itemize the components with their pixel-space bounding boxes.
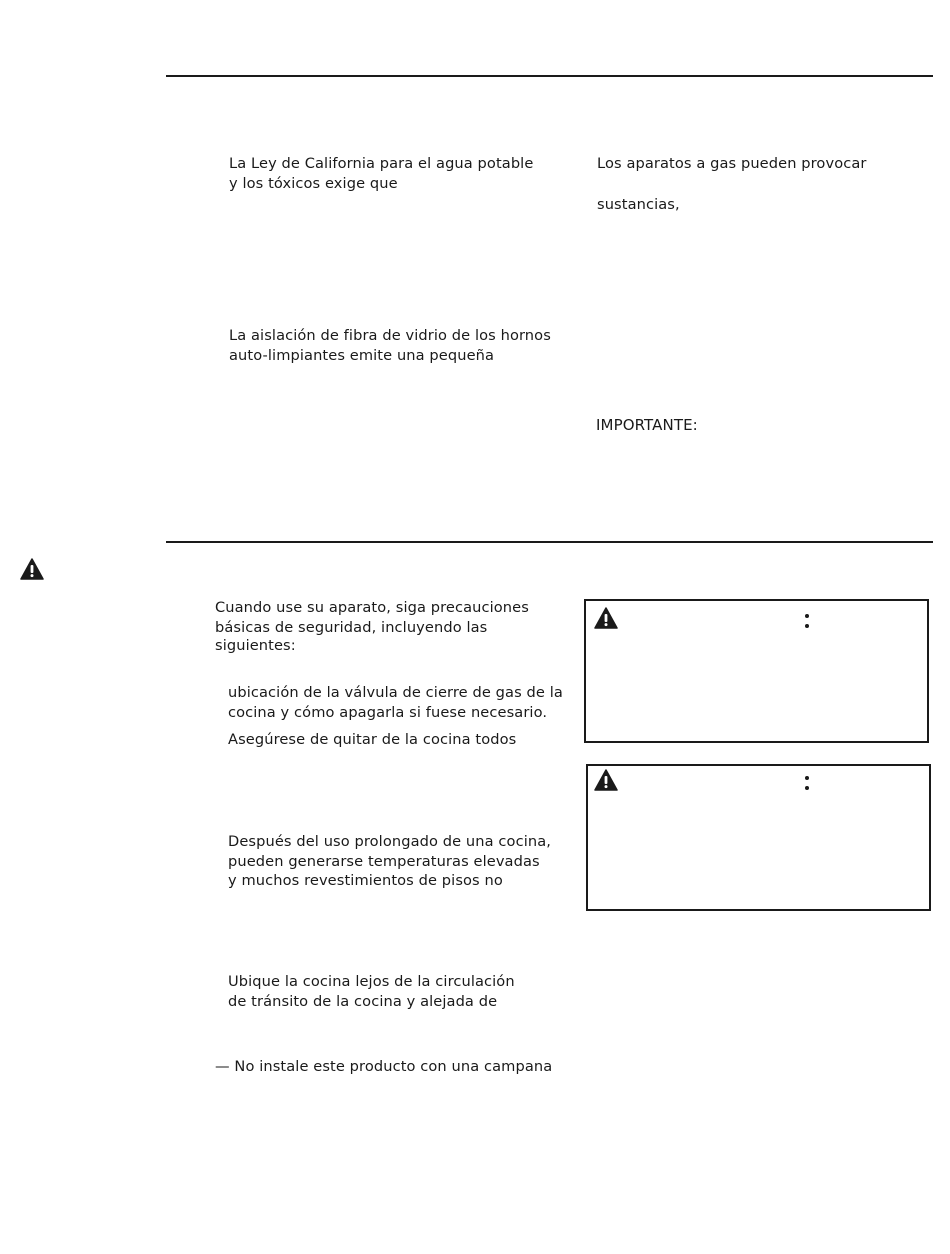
safety-item-remove: Asegúrese de quitar de la cocina todos	[228, 731, 517, 748]
warning-triangle-icon	[594, 769, 618, 791]
prop65-fiberglass-text: La aislación de fibra de vidrio de los hornos auto-limpiantes emite una pequeña	[229, 327, 551, 364]
safety-item-gas-valve: ubicación de la válvula de cierre de gas de la cocina y cómo apagarla si fuese necesario.	[228, 684, 563, 721]
safety-item-hood: — No instale este producto con una campana	[215, 1058, 553, 1075]
important-label: IMPORTANTE:	[596, 416, 698, 434]
warning-triangle-icon	[20, 558, 44, 580]
safety-item-prolonged-use: Después del uso prolongado de una cocina, pueden generarse temperaturas elevadas y muchos revestimientos de pisos no	[228, 833, 551, 889]
warning-box-2	[586, 764, 931, 911]
safety-intro-text: Cuando use su aparato, siga precauciones básicas de seguridad, incluyendo las siguientes:	[215, 599, 529, 654]
colon-mark	[805, 612, 809, 630]
prop65-gas-appliances-text: Los aparatos a gas pueden provocar	[597, 155, 867, 172]
prop65-water-law-text: La Ley de California para el agua potable y los tóxicos exige que	[229, 155, 534, 192]
prop65-substances-text: sustancias,	[597, 196, 680, 213]
safety-item-location: Ubique la cocina lejos de la circulación de tránsito de la cocina y alejada de	[228, 973, 515, 1010]
warning-box-1	[584, 599, 929, 743]
section-divider	[166, 541, 933, 543]
colon-mark	[805, 774, 809, 792]
warning-triangle-icon	[594, 607, 618, 629]
top-divider	[166, 75, 933, 77]
